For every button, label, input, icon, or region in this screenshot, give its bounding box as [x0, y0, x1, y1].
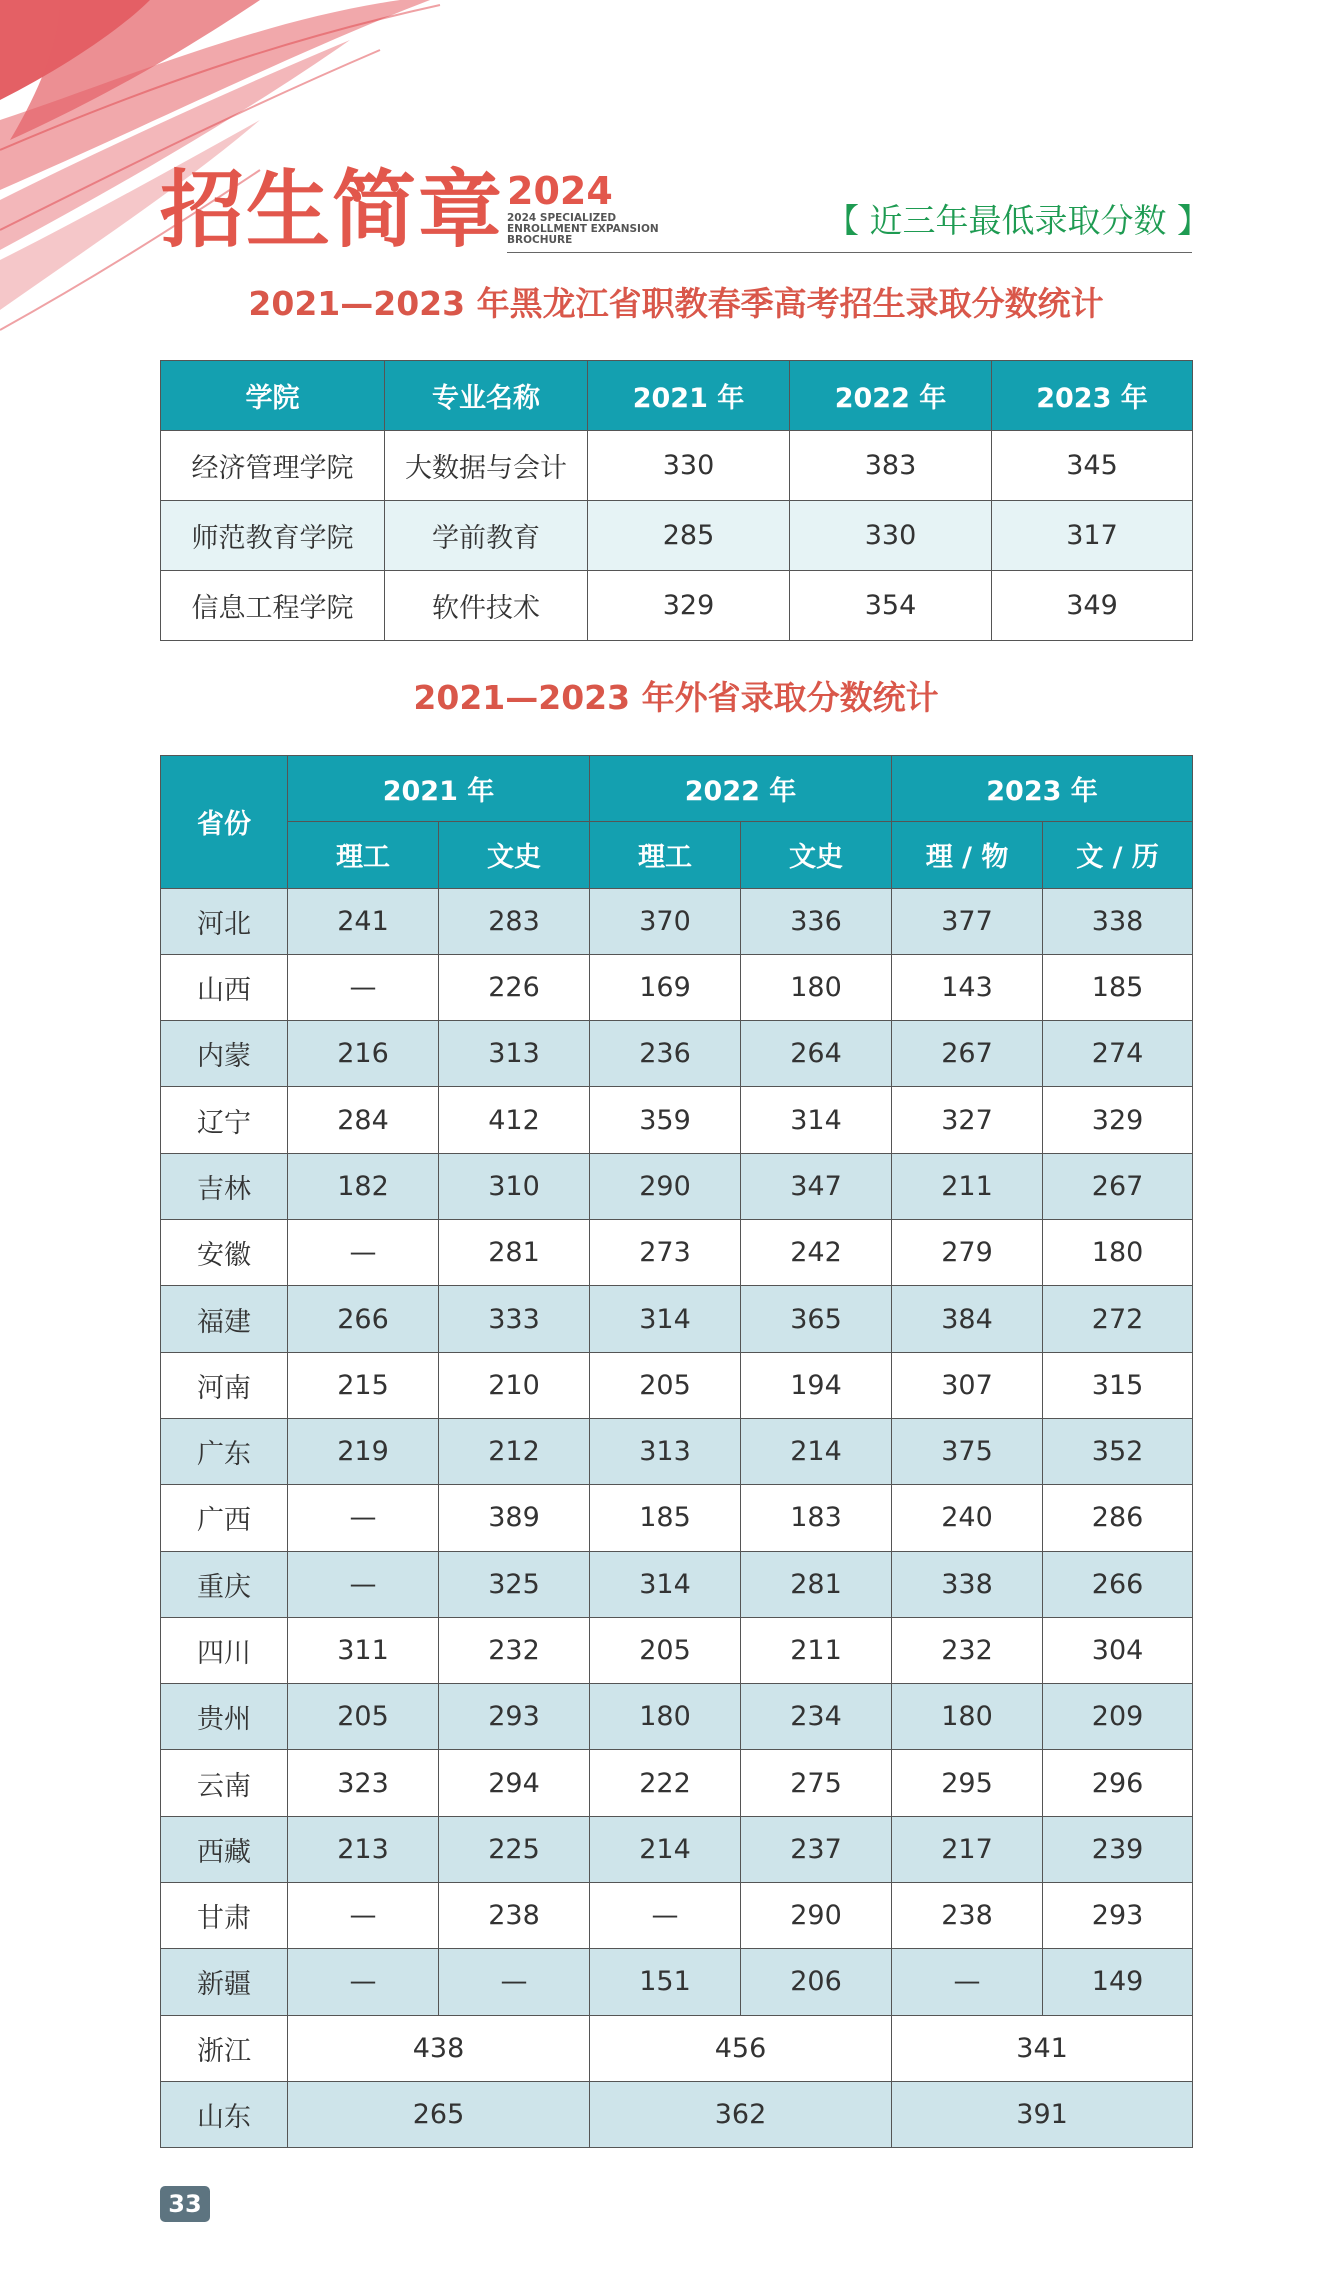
subheader-history: 文 / 历 [1043, 822, 1193, 888]
header-2023: 2023 年 [992, 361, 1193, 431]
score-cell: 283 [439, 888, 590, 954]
score-cell: 296 [1043, 1750, 1193, 1816]
score-cell: 214 [590, 1816, 741, 1882]
score-cell: 273 [590, 1220, 741, 1286]
table-cell: 345 [992, 431, 1193, 501]
table-row [161, 954, 1193, 1020]
score-cell: 215 [288, 1352, 439, 1418]
province-cell: 贵州 [161, 1684, 288, 1750]
score-cell: 217 [892, 1816, 1043, 1882]
score-cell: 205 [590, 1352, 741, 1418]
brand-sub-line: 2024 SPECIALIZED [507, 212, 617, 224]
score-cell: 338 [1043, 888, 1193, 954]
province-cell: 广西 [161, 1485, 288, 1551]
table-cell: 329 [588, 571, 790, 641]
score-cell: 290 [741, 1883, 892, 1949]
table-row [161, 1684, 1193, 1750]
score-cell: 205 [288, 1684, 439, 1750]
score-cell: 211 [892, 1153, 1043, 1219]
province-cell: 广东 [161, 1418, 288, 1484]
score-cell: 180 [892, 1684, 1043, 1750]
province-cell: 四川 [161, 1617, 288, 1683]
score-cell: 293 [439, 1684, 590, 1750]
table-cell: 经济管理学院 [161, 431, 385, 501]
score-cell: 232 [439, 1617, 590, 1683]
score-cell: 347 [741, 1153, 892, 1219]
score-cell: 210 [439, 1352, 590, 1418]
brand-sub-line: BROCHURE [507, 234, 573, 246]
score-cell: 389 [439, 1485, 590, 1551]
score-cell: 272 [1043, 1286, 1193, 1352]
brand-subtitle [507, 213, 659, 246]
score-cell: 185 [590, 1485, 741, 1551]
score-cell: 226 [439, 954, 590, 1020]
score-cell: 242 [741, 1220, 892, 1286]
score-cell: 212 [439, 1418, 590, 1484]
header-major: 专业名称 [385, 361, 588, 431]
score-cell: 216 [288, 1021, 439, 1087]
score-cell: 238 [892, 1883, 1043, 1949]
score-cell: 185 [1043, 954, 1193, 1020]
score-cell: 266 [288, 1286, 439, 1352]
score-cell: 281 [741, 1551, 892, 1617]
score-cell: 275 [741, 1750, 892, 1816]
table-cell: 大数据与会计 [385, 431, 588, 501]
province-cell: 辽宁 [161, 1087, 288, 1153]
section-tag: 【 近三年最低录取分数 】 [826, 201, 1210, 240]
province-cell: 内蒙 [161, 1021, 288, 1087]
table2-title: 2021—2023 年外省录取分数统计 [413, 678, 939, 717]
table-cell: 354 [790, 571, 992, 641]
score-cell: 311 [288, 1617, 439, 1683]
score-cell: 313 [590, 1418, 741, 1484]
score-cell: 180 [590, 1684, 741, 1750]
score-cell: 384 [892, 1286, 1043, 1352]
table-row [161, 2081, 1193, 2147]
score-cell: 264 [741, 1021, 892, 1087]
score-cell: 362 [590, 2081, 892, 2147]
header-college: 学院 [161, 361, 385, 431]
score-cell: 213 [288, 1816, 439, 1882]
table-row [161, 1286, 1193, 1352]
score-cell: 338 [892, 1551, 1043, 1617]
header-2022: 2022 年 [790, 361, 992, 431]
score-cell: — [590, 1883, 741, 1949]
score-cell: 412 [439, 1087, 590, 1153]
score-cell: 149 [1043, 1949, 1193, 2015]
brand-title: 招生简章 [160, 161, 505, 259]
score-cell: 211 [741, 1617, 892, 1683]
score-cell: 370 [590, 888, 741, 954]
table-row [161, 501, 1193, 571]
province-cell: 河北 [161, 888, 288, 954]
table-row [161, 571, 1193, 641]
table-row [161, 1485, 1193, 1551]
score-cell: 314 [590, 1551, 741, 1617]
score-cell: — [439, 1949, 590, 2015]
score-cell: — [892, 1949, 1043, 2015]
score-cell: 151 [590, 1949, 741, 2015]
score-cell: 281 [439, 1220, 590, 1286]
subheader-science: 理工 [288, 822, 439, 888]
score-cell: 265 [288, 2081, 590, 2147]
score-cell: 225 [439, 1816, 590, 1882]
score-cell: 290 [590, 1153, 741, 1219]
score-cell: 365 [741, 1286, 892, 1352]
header-2021: 2021 年 [588, 361, 790, 431]
score-cell: — [288, 1220, 439, 1286]
province-cell: 山东 [161, 2081, 288, 2147]
score-cell: 240 [892, 1485, 1043, 1551]
score-cell: 341 [892, 2015, 1193, 2081]
score-cell: 182 [288, 1153, 439, 1219]
score-cell: 325 [439, 1551, 590, 1617]
table-row [161, 1352, 1193, 1418]
table-row [161, 1021, 1193, 1087]
score-cell: 274 [1043, 1021, 1193, 1087]
score-cell: 329 [1043, 1087, 1193, 1153]
score-cell: 237 [741, 1816, 892, 1882]
score-cell: 295 [892, 1750, 1043, 1816]
score-cell: 214 [741, 1418, 892, 1484]
table-row [161, 1816, 1193, 1882]
score-cell: 266 [1043, 1551, 1193, 1617]
score-cell: 359 [590, 1087, 741, 1153]
score-cell: 315 [1043, 1352, 1193, 1418]
score-cell: 375 [892, 1418, 1043, 1484]
heilongjiang-scores-table [160, 360, 1193, 641]
province-cell: 新疆 [161, 1949, 288, 2015]
score-cell: — [288, 1883, 439, 1949]
score-cell: — [288, 1485, 439, 1551]
subheader-science: 理工 [590, 822, 741, 888]
province-cell: 云南 [161, 1750, 288, 1816]
score-cell: 206 [741, 1949, 892, 2015]
score-cell: 180 [1043, 1220, 1193, 1286]
score-cell: 327 [892, 1087, 1043, 1153]
score-cell: 238 [439, 1883, 590, 1949]
score-cell: 267 [1043, 1153, 1193, 1219]
table-cell: 330 [790, 501, 992, 571]
subheader-arts: 文史 [741, 822, 892, 888]
header-year-2022: 2022 年 [590, 756, 892, 822]
brand-year: 2024 [507, 169, 613, 213]
province-cell: 山西 [161, 954, 288, 1020]
subheader-arts: 文史 [439, 822, 590, 888]
page-number: 33 [160, 2186, 210, 2222]
table-row [161, 431, 1193, 501]
score-cell: 307 [892, 1352, 1043, 1418]
subheader-physics: 理 / 物 [892, 822, 1043, 888]
score-cell: 333 [439, 1286, 590, 1352]
table-row [161, 1750, 1193, 1816]
table-row [161, 1153, 1193, 1219]
score-cell: 169 [590, 954, 741, 1020]
table-row [161, 1087, 1193, 1153]
table-cell: 师范教育学院 [161, 501, 385, 571]
table-row [161, 1949, 1193, 2015]
score-cell: 323 [288, 1750, 439, 1816]
score-cell: 336 [741, 888, 892, 954]
score-cell: 143 [892, 954, 1043, 1020]
table1-title: 2021—2023 年黑龙江省职教春季高考招生录取分数统计 [248, 284, 1104, 323]
score-cell: 293 [1043, 1883, 1193, 1949]
table-row [161, 1418, 1193, 1484]
score-cell: 279 [892, 1220, 1043, 1286]
score-cell: 241 [288, 888, 439, 954]
province-cell: 河南 [161, 1352, 288, 1418]
table-row [161, 1883, 1193, 1949]
table-cell: 285 [588, 501, 790, 571]
table-row [161, 888, 1193, 954]
score-cell: 438 [288, 2015, 590, 2081]
header-divider [507, 252, 1192, 253]
score-cell: — [288, 1551, 439, 1617]
score-cell: 209 [1043, 1684, 1193, 1750]
score-cell: 310 [439, 1153, 590, 1219]
table-cell: 349 [992, 571, 1193, 641]
province-cell: 甘肃 [161, 1883, 288, 1949]
score-cell: 232 [892, 1617, 1043, 1683]
table-cell: 学前教育 [385, 501, 588, 571]
score-cell: 205 [590, 1617, 741, 1683]
score-cell: 180 [741, 954, 892, 1020]
score-cell: 313 [439, 1021, 590, 1087]
score-cell: 314 [590, 1286, 741, 1352]
score-cell: 352 [1043, 1418, 1193, 1484]
score-cell: 314 [741, 1087, 892, 1153]
score-cell: 222 [590, 1750, 741, 1816]
province-cell: 浙江 [161, 2015, 288, 2081]
score-cell: 183 [741, 1485, 892, 1551]
province-cell: 安徽 [161, 1220, 288, 1286]
province-cell: 西藏 [161, 1816, 288, 1882]
score-cell: 284 [288, 1087, 439, 1153]
table-cell: 信息工程学院 [161, 571, 385, 641]
score-cell: 377 [892, 888, 1043, 954]
table-row [161, 1617, 1193, 1683]
score-cell: 391 [892, 2081, 1193, 2147]
province-cell: 重庆 [161, 1551, 288, 1617]
header-year-2023: 2023 年 [892, 756, 1193, 822]
header-year-2021: 2021 年 [288, 756, 590, 822]
brand-sub-line: ENROLLMENT EXPANSION [507, 223, 659, 235]
province-cell: 福建 [161, 1286, 288, 1352]
table-cell: 383 [790, 431, 992, 501]
other-provinces-scores-table [160, 755, 1193, 2148]
table-cell: 317 [992, 501, 1193, 571]
score-cell: 234 [741, 1684, 892, 1750]
score-cell: 267 [892, 1021, 1043, 1087]
score-cell: — [288, 954, 439, 1020]
score-cell: 294 [439, 1750, 590, 1816]
score-cell: — [288, 1949, 439, 2015]
table-row [161, 2015, 1193, 2081]
table-cell: 软件技术 [385, 571, 588, 641]
province-cell: 吉林 [161, 1153, 288, 1219]
table-row [161, 1551, 1193, 1617]
score-cell: 286 [1043, 1485, 1193, 1551]
table-cell: 330 [588, 431, 790, 501]
header-province: 省份 [161, 756, 288, 889]
score-cell: 456 [590, 2015, 892, 2081]
score-cell: 239 [1043, 1816, 1193, 1882]
score-cell: 194 [741, 1352, 892, 1418]
table-row [161, 1220, 1193, 1286]
score-cell: 304 [1043, 1617, 1193, 1683]
score-cell: 219 [288, 1418, 439, 1484]
score-cell: 236 [590, 1021, 741, 1087]
